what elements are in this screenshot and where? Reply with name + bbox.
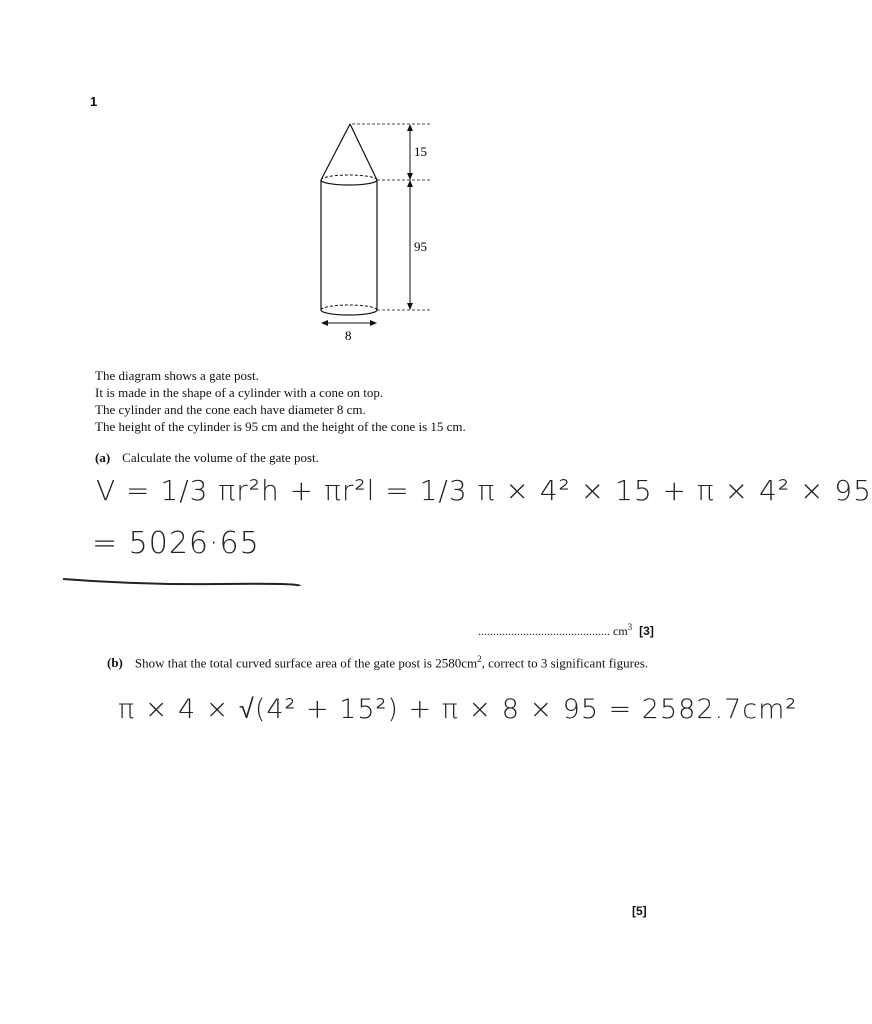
- cone-right-edge: [350, 124, 377, 180]
- part-a-answer-line: [478, 622, 654, 639]
- part-b-text-before: Show that the total curved surface area of the gate post is 2580cm: [134, 655, 478, 671]
- cone-height-label: 15: [414, 144, 427, 159]
- arrow-left: [321, 320, 328, 326]
- arrow-right: [370, 320, 377, 326]
- part-b-text-after: , correct to 3 significant figures.: [481, 655, 649, 671]
- statement-line-3: The cylinder and the cone each have diameter 8 cm.: [95, 402, 366, 417]
- cone-left-edge: [321, 124, 350, 180]
- answer-unit: $cm^3$: [613, 622, 633, 638]
- part-a-handwriting-line1: V = 1/3 πr²h + πr²l = 1/3 π × 4² × 15 + π × 4² × 95: [96, 474, 872, 507]
- part-b-sup: 2: [477, 654, 482, 664]
- arrow-mid-down: [407, 180, 413, 187]
- part-b-label: (b): [107, 655, 123, 671]
- cone-base-back: [321, 175, 377, 180]
- cylinder-base-back: [321, 305, 377, 310]
- part-a-marks: [3]: [639, 624, 654, 638]
- part-b-question: [107, 654, 648, 671]
- hand-drawn-underline: [60, 575, 305, 589]
- statement-line-2: It is made in the shape of a cylinder with a cone on top.: [95, 385, 384, 400]
- part-a-handwriting-line2: = 5026·65: [92, 526, 260, 561]
- statement-line-1: The diagram shows a gate post.: [95, 368, 259, 383]
- statement-line-4: The height of the cylinder is 95 cm and the height of the cone is 15 cm.: [95, 419, 466, 434]
- arrow-top: [407, 124, 413, 131]
- diameter-label: 8: [345, 328, 352, 343]
- question-number: 1: [90, 94, 98, 109]
- cylinder-height-label: 95: [414, 239, 427, 254]
- answer-dots: ............................................: [478, 624, 610, 638]
- part-a-text: Calculate the volume of the gate post.: [122, 450, 319, 465]
- cone-base-front: [321, 180, 377, 185]
- arrow-bottom: [407, 303, 413, 310]
- cylinder-base-front: [321, 310, 377, 315]
- part-b-handwriting: π × 4 × √(4² + 15²) + π × 8 × 95 = 2582.7cm²: [118, 694, 798, 725]
- part-a-question: [95, 450, 319, 466]
- arrow-mid-up: [407, 173, 413, 180]
- gate-post-diagram: [300, 118, 450, 348]
- total-marks: [5]: [632, 904, 647, 918]
- part-a-label: (a): [95, 450, 111, 465]
